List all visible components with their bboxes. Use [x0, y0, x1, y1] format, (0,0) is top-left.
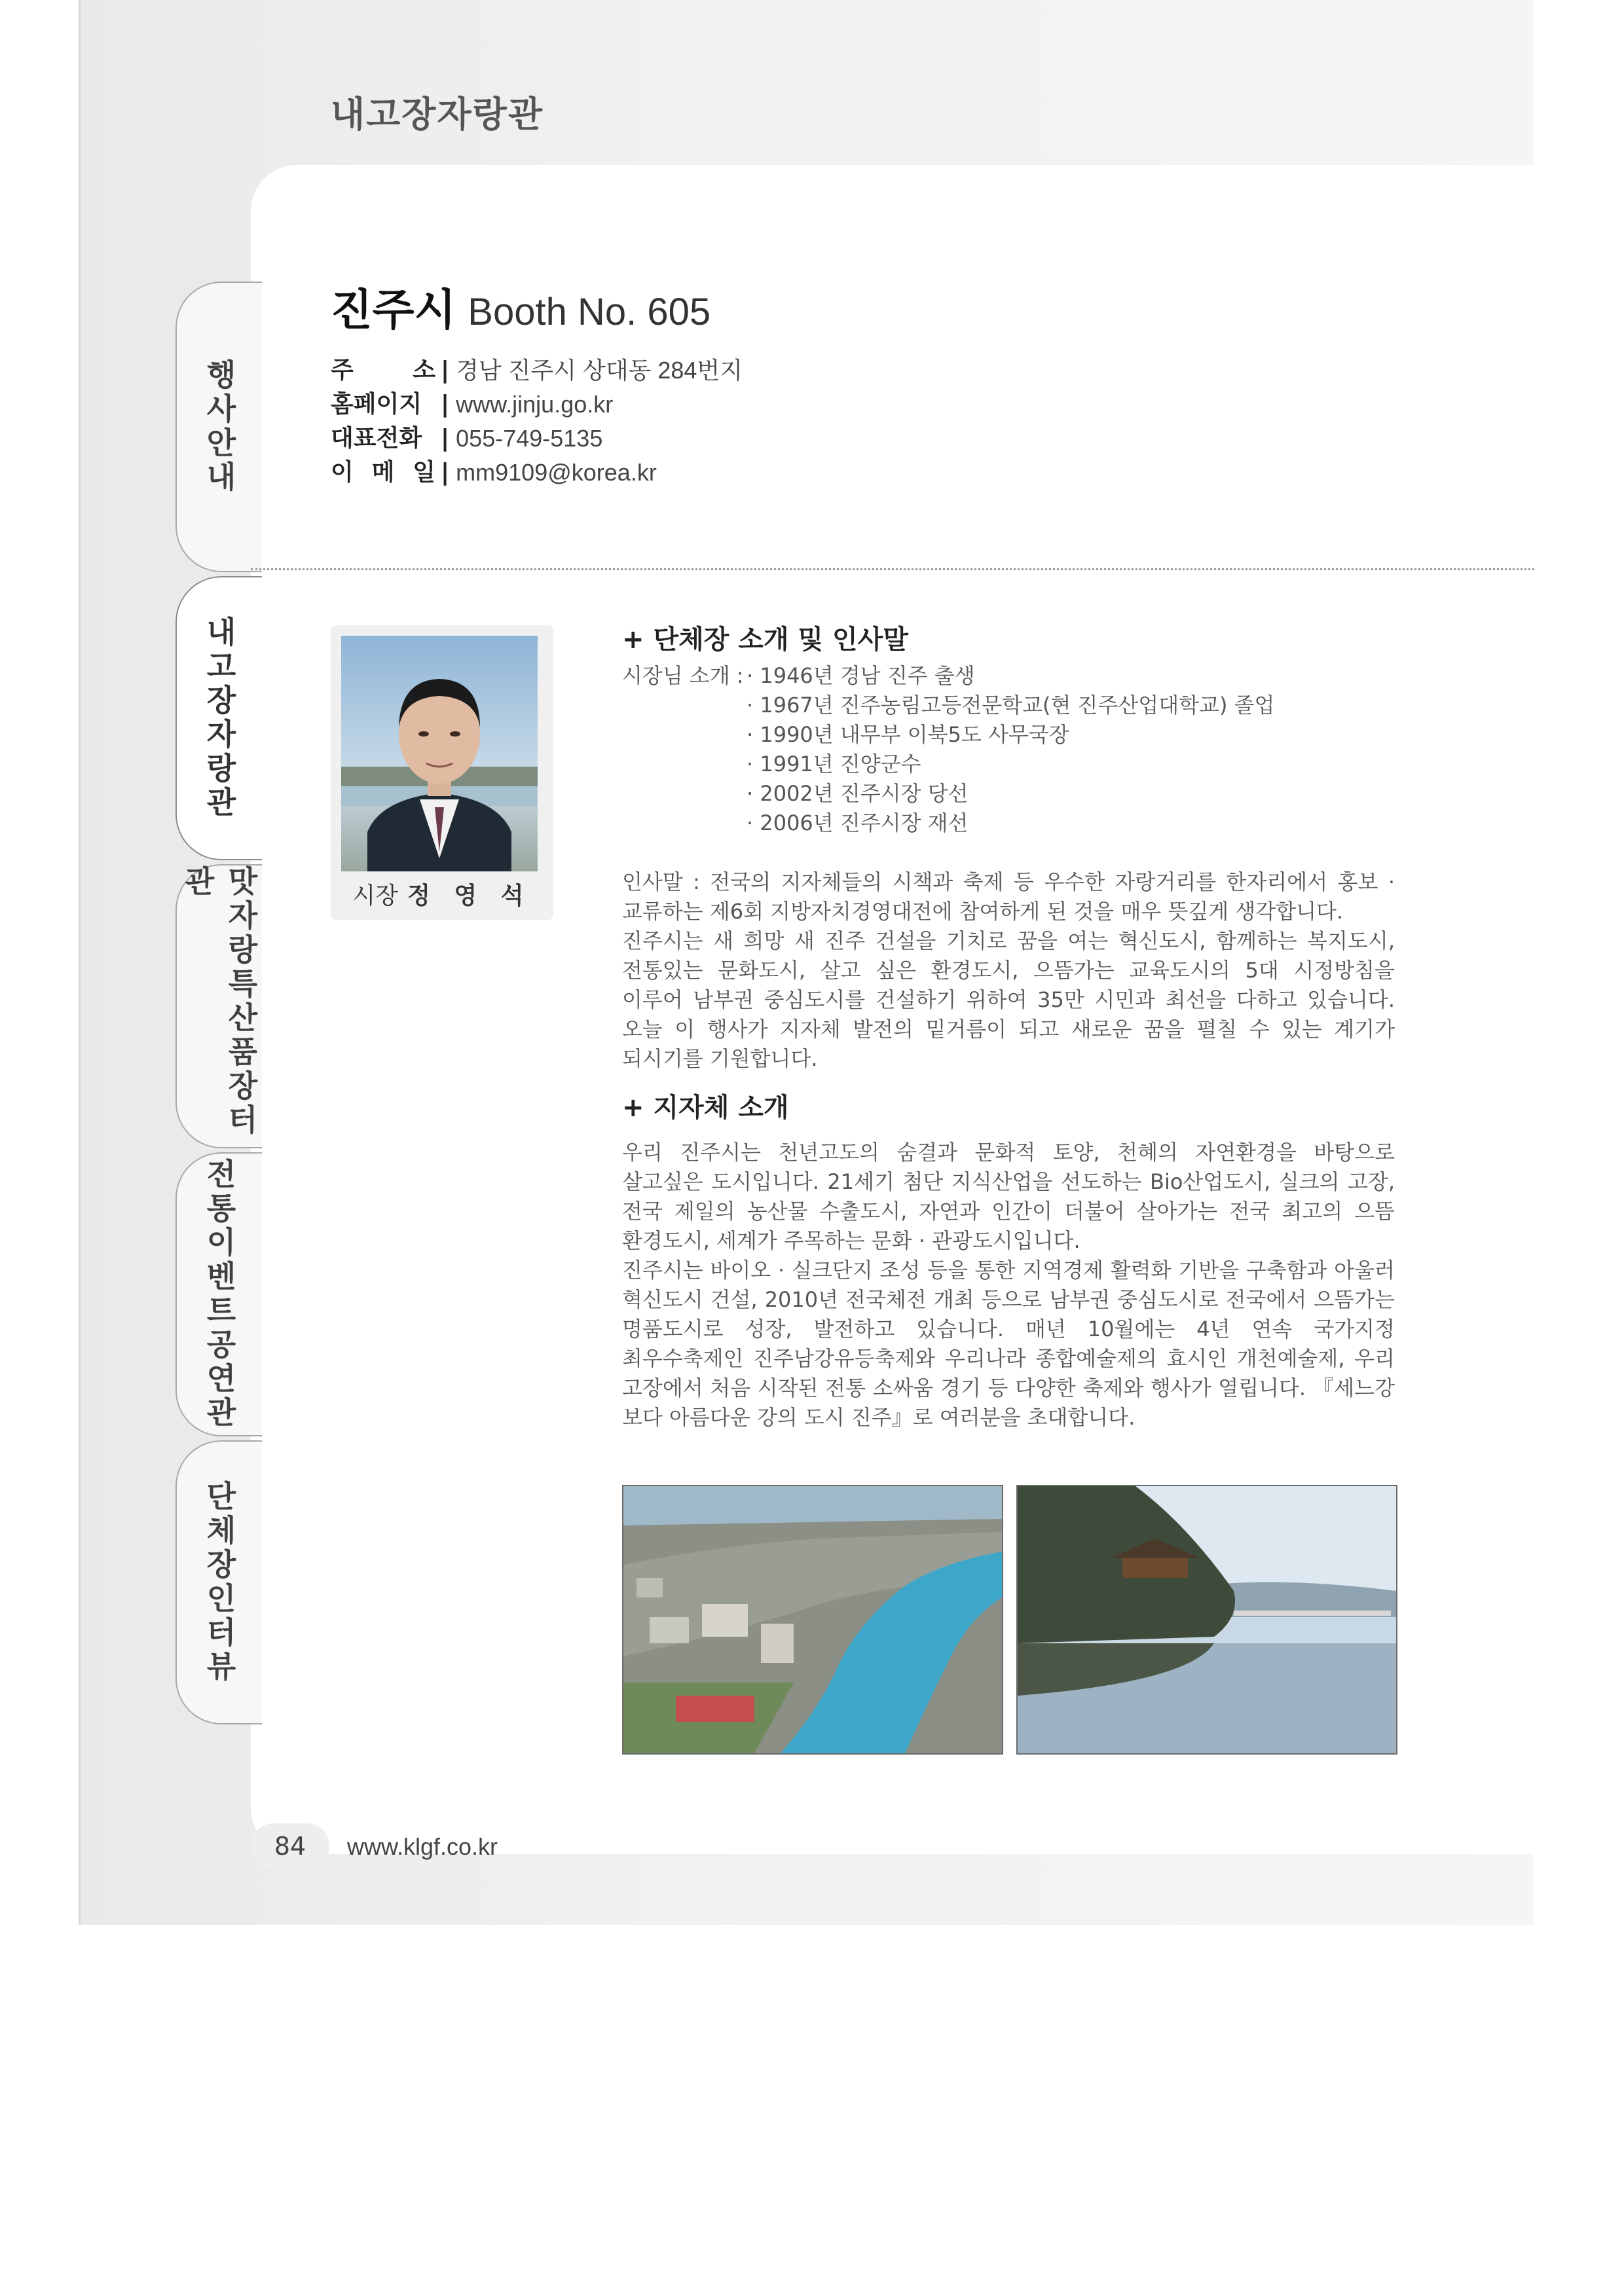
address-label: 주 소: [331, 357, 435, 384]
email-row: 이 메 일 | mm9109@korea.kr: [331, 456, 743, 490]
city-name: 진주시: [331, 285, 456, 335]
aerial-city-photo: [622, 1485, 1003, 1755]
side-tab-label: 전통이벤트공연관: [202, 1158, 237, 1430]
mayor-name: 정 영 석: [407, 883, 532, 909]
mayor-portrait: [341, 636, 538, 871]
address-value: 경남 진주시 상대동 284번지: [456, 357, 743, 384]
profile-item: · 1990년 내무부 이북5도 사무국장: [747, 722, 1069, 747]
phone-value: 055-749-5135: [456, 425, 603, 452]
booth-title: [331, 275, 710, 337]
side-tab-label: 맛자랑특산품장터관: [180, 866, 259, 1138]
side-tab-interview[interactable]: [175, 1440, 262, 1724]
profile-item: · 1967년 진주농림고등전문학교(현 진주산업대학교) 졸업: [747, 693, 1275, 718]
footer-url[interactable]: www.klgf.co.kr: [347, 1833, 498, 1860]
homepage-link[interactable]: www.jinju.go.kr: [456, 391, 614, 418]
side-tab-traditional-events[interactable]: [175, 1152, 262, 1436]
side-tab-label: 행사안내: [202, 359, 237, 495]
mayor-profile: [622, 661, 1274, 838]
intro-paragraph: 진주시는 바이오 · 실크단지 조성 등을 통한 지역경제 활력화 기반을 구축함과 아울러 혁신도시 건설, 2010년 전국체전 개최 등으로 남부권 중심도시로 전국에서 으뜸가는 명품도시로 성장, 발전하고 있습니다. 매년 10월에는 4년 연속 국가지정 최우수축제인 진주남강유등축제와 우리나라 종합예술제의 효시인 개천예술제, 우리 고장에서 처음 시작된 전통 소싸움 경기 등 다양한 축제와 행사가 열립니다. 『세느강 보다 아름다운 강의 도시 진주』로 여러분을 초대합니다.: [622, 1258, 1395, 1430]
greeting-paragraph: 인사말 : 전국의 지자체들의 시책과 축제 등 우수한 자랑거리를 한자리에서 홍보 · 교류하는 제6회 지방자치경영대전에 참여하게 된 것을 매우 뜻깊게 생각합니다.: [622, 869, 1395, 924]
intro-text: [622, 1138, 1395, 1432]
phone-label: 대표전화: [331, 425, 422, 452]
booth-number: Booth No. 605: [468, 291, 711, 333]
contact-info: [331, 354, 743, 490]
profile-item: · 2006년 진주시장 재선: [747, 811, 969, 835]
scan-edge: [79, 0, 81, 1925]
homepage-label: 홈페이지: [331, 391, 422, 418]
side-tab-event-info[interactable]: [175, 282, 262, 572]
riverside-pavilion-photo: [1016, 1485, 1397, 1755]
section2-heading-wrap: [622, 1087, 1395, 1124]
profile-item: · 1946년 경남 진주 출생: [747, 663, 975, 688]
section-heading: + 지자체 소개: [622, 1093, 789, 1123]
email-label: 이 메 일: [331, 459, 435, 486]
side-tab-label: 내고장자랑관: [202, 616, 237, 820]
email-link[interactable]: mm9109@korea.kr: [456, 459, 657, 486]
greeting-text: [622, 867, 1395, 1074]
section-heading: + 단체장 소개 및 인사말: [622, 625, 908, 655]
section-header: 내고장자랑관: [331, 94, 544, 135]
profile-item: · 1991년 진양군수: [747, 752, 921, 776]
side-tab-food-market[interactable]: [175, 864, 262, 1148]
mayor-photo-card: [331, 625, 553, 920]
mayor-caption: [331, 877, 553, 911]
homepage-row: 홈페이지 | www.jinju.go.kr: [331, 388, 743, 422]
profile-item: · 2002년 진주시장 당선: [747, 781, 969, 806]
page-number: 84: [251, 1823, 329, 1869]
side-tab-local-pride[interactable]: [175, 576, 262, 860]
section1-heading-wrap: [622, 619, 1395, 656]
greeting-paragraph: 진주시는 새 희망 새 진주 건설을 기치로 꿈을 여는 혁신도시, 함께하는 복지도시, 전통있는 문화도시, 살고 싶은 환경도시, 으뜸가는 교육도시의 5대 시정방침을 이루어 남부권 중심도시를 건설하기 위하여 35만 시민과 최선을 다하고 있습니다. 오늘 이 행사가 지자체 발전의 밑거름이 되고 새로운 꿈을 펼칠 수 있는 계기가 되시기를 기원합니다.: [622, 928, 1395, 1071]
intro-paragraph: 우리 진주시는 천년고도의 숨결과 문화적 토양, 천혜의 자연환경을 바탕으로 살고싶은 도시입니다. 21세기 첨단 지식산업을 선도하는 Bio산업도시, 실크의 고장, 전국 제일의 농산물 수출도시, 자연과 인간이 더불어 살아가는 전국 최고의 으뜸 환경도시, 세계가 주목하는 문화 · 관광도시입니다.: [622, 1140, 1395, 1253]
side-tab-label: 단체장인터뷰: [202, 1480, 237, 1685]
mayor-title: 시장: [352, 883, 399, 909]
profile-label: 시장님 소개 :: [622, 663, 744, 688]
phone-row: 대표전화 | 055-749-5135: [331, 422, 743, 456]
dotted-divider: [251, 568, 1534, 570]
address-row: 주 소 | 경남 진주시 상대동 284번지: [331, 354, 743, 388]
